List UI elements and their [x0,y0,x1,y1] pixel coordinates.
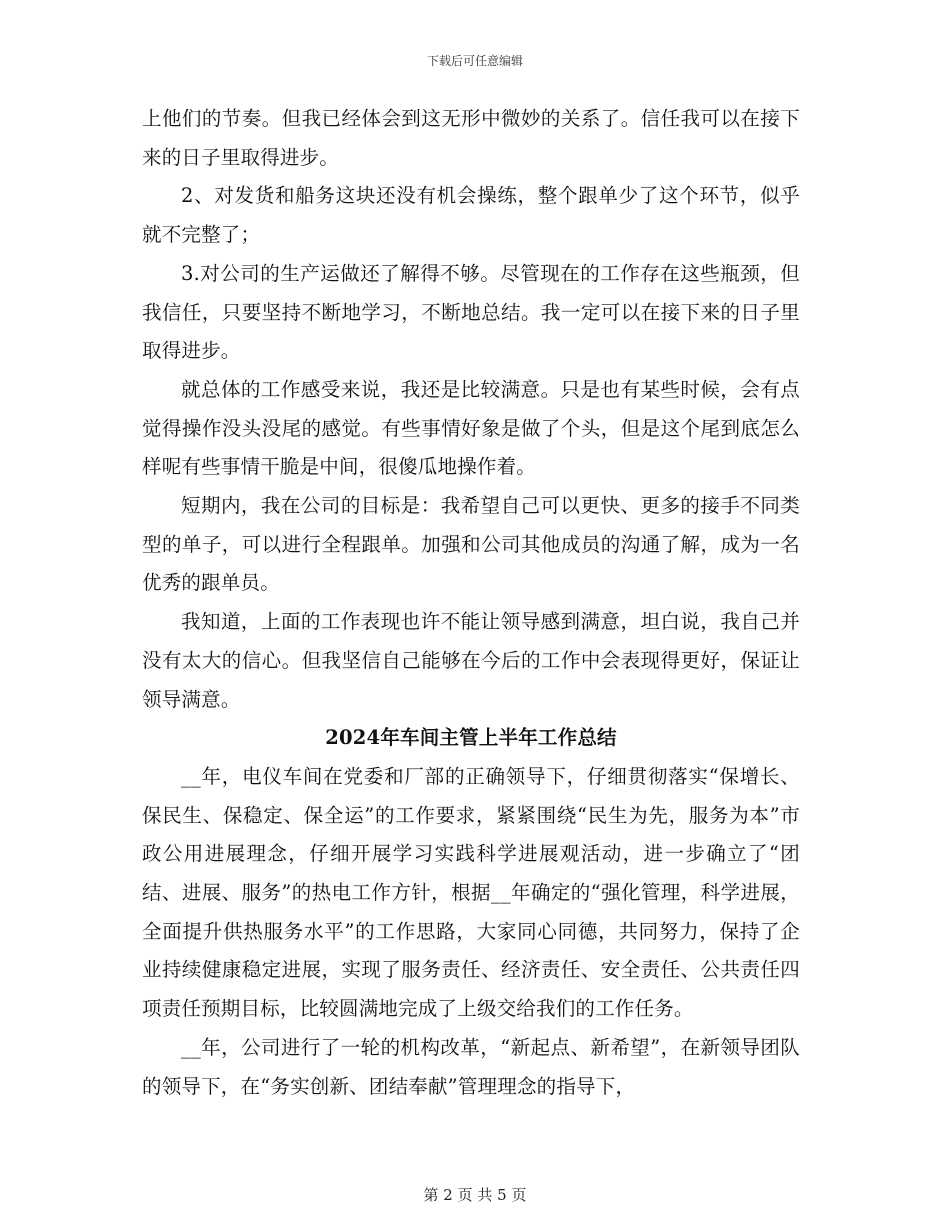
paragraph: 我知道，上面的工作表现也许不能让领导感到满意，坦白说，我自己并没有太大的信心。但我坚信自己能够在今后的工作中会表现得更好，保证让领导满意。 [142,610,800,711]
paragraph: 就总体的工作感受来说，我还是比较满意。只是也有某些时候，会有点觉得操作没头没尾的感觉。有些事情好象是做了个头，但是这个尾到底怎么样呢有些事情干脆是中间，很傻瓜地操作着。 [142,377,800,479]
page-footer: 第 2 页 共 5 页 [423,1186,527,1204]
paragraph: 3.对公司的生产运做还了解得不够。尽管现在的工作存在这些瓶颈，但我信任，只要坚持不断地学习，不断地总结。我一定可以在接下来的日子里取得进步。 [142,261,800,363]
document-body [142,100,800,1106]
paragraph: __年，电仪车间在党委和厂部的正确领导下，仔细贯彻落实“保增长、保民生、保稳定、保全运”的工作要求，紧紧围绕“民生为先，服务为本”市政公用进展理念，仔细开展学习实践科学进展观活动，进一步确立了“团结、进展、服务”的热电工作方针，根据__年确定的“强化管理，科学进展，全面提升供热服务水平”的工作思路，大家同心同德，共同努力，保持了企业持续健康稳定进展，实现了服务责任、经济责任、安全责任、公共责任四项责任预期目标，比较圆满地完成了上级交给我们的工作任务。 [142,764,800,1021]
paragraph: 上他们的节奏。但我已经体会到这无形中微妙的关系了。信任我可以在接下来的日子里取得进步。 [142,107,800,169]
page-header: 下载后可任意编辑 [426,54,523,68]
paragraph: 2、对发货和船务这块还没有机会操练，整个跟单少了这个环节，似乎就不完整了； [142,184,800,247]
paragraph: __年，公司进行了一轮的机构改革，“新起点、新希望”，在新领导团队的领导下，在“务实创新、团结奉献”管理理念的指导下， [142,1035,800,1098]
paragraph: 短期内，我在公司的目标是：我希望自己可以更快、更多的接手不同类型的单子，可以进行全程跟单。加强和公司其他成员的沟通了解，成为一名优秀的跟单员。 [142,494,800,595]
section-title: 2024年车间主管上半年工作总结 [325,726,617,750]
